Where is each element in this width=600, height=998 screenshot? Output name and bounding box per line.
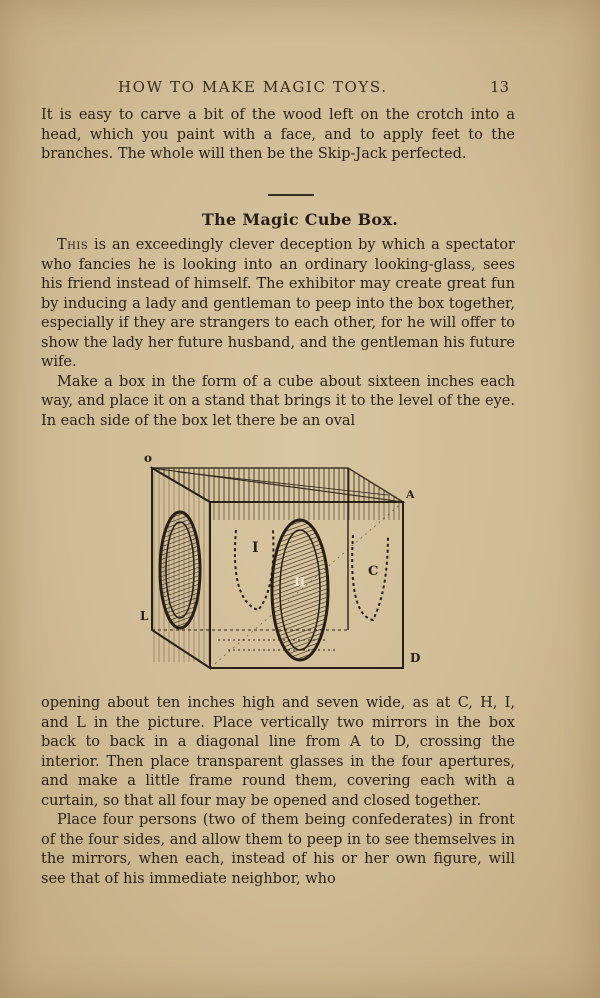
section-title: The Magic Cube Box. (201, 210, 399, 229)
section-divider (268, 194, 314, 196)
intro-paragraph: It is easy to carve a bit of the wood left on the crotch into a head, which you paint with a face, and to apply feet to the branches. The whole will then be the Skip-Jack perfected. (41, 107, 515, 162)
paragraph-1 (41, 236, 515, 373)
intro-text (41, 106, 515, 165)
paragraph-2: Make a box in the form of a cube about sixteen inches each way, and place it on a stand that brings it to the level of the eye. In each side of the box let there be an oval (41, 373, 515, 429)
label-l: L (140, 609, 149, 623)
paragraph-1-lead: This (57, 237, 89, 253)
paragraph-1-body: is an exceedingly clever deception by which a spectator who fancies he is looking into an ordinary looking-glass, sees his friend instead of himself. The exhibitor may create great fun by inducing a lady and gentleman to peep into the box together, especially if they are strangers to each other, for he will offer to show the lady her future husband, and the gentleman his future wife. (41, 237, 515, 370)
label-d: D (410, 651, 421, 665)
cube-box-drawing (138, 440, 438, 675)
label-c: C (368, 564, 379, 579)
paragraph-3: opening about ten inches high and seven wide, as at C, H, I, and L in the picture. Place vertically two mirrors in the box back to back in a diagonal line from A to D, crossing the interior. Then place transparent glasses in the four apertures, and make a little frame round them, covering each with a curtain, so that all four may be opened and closed together. (41, 695, 515, 809)
label-i: I (252, 540, 259, 556)
magic-cube-box-illustration (138, 440, 438, 675)
section-body-top (41, 236, 515, 431)
label-a: A (406, 488, 415, 501)
running-title: HOW TO MAKE MAGIC TOYS. (118, 78, 388, 96)
page-number: 13 (490, 78, 510, 96)
page-header (0, 78, 600, 100)
paragraph-4: Place four persons (two of them being confederates) in front of the four sides, and allow them to peep in to see themselves in the mirrors, when each, instead of his or her own figure, will see that of his immediate neighbor, who (41, 812, 515, 887)
label-h: H (294, 575, 306, 589)
label-top-left: o (144, 451, 153, 465)
section-body-bottom (41, 694, 515, 889)
